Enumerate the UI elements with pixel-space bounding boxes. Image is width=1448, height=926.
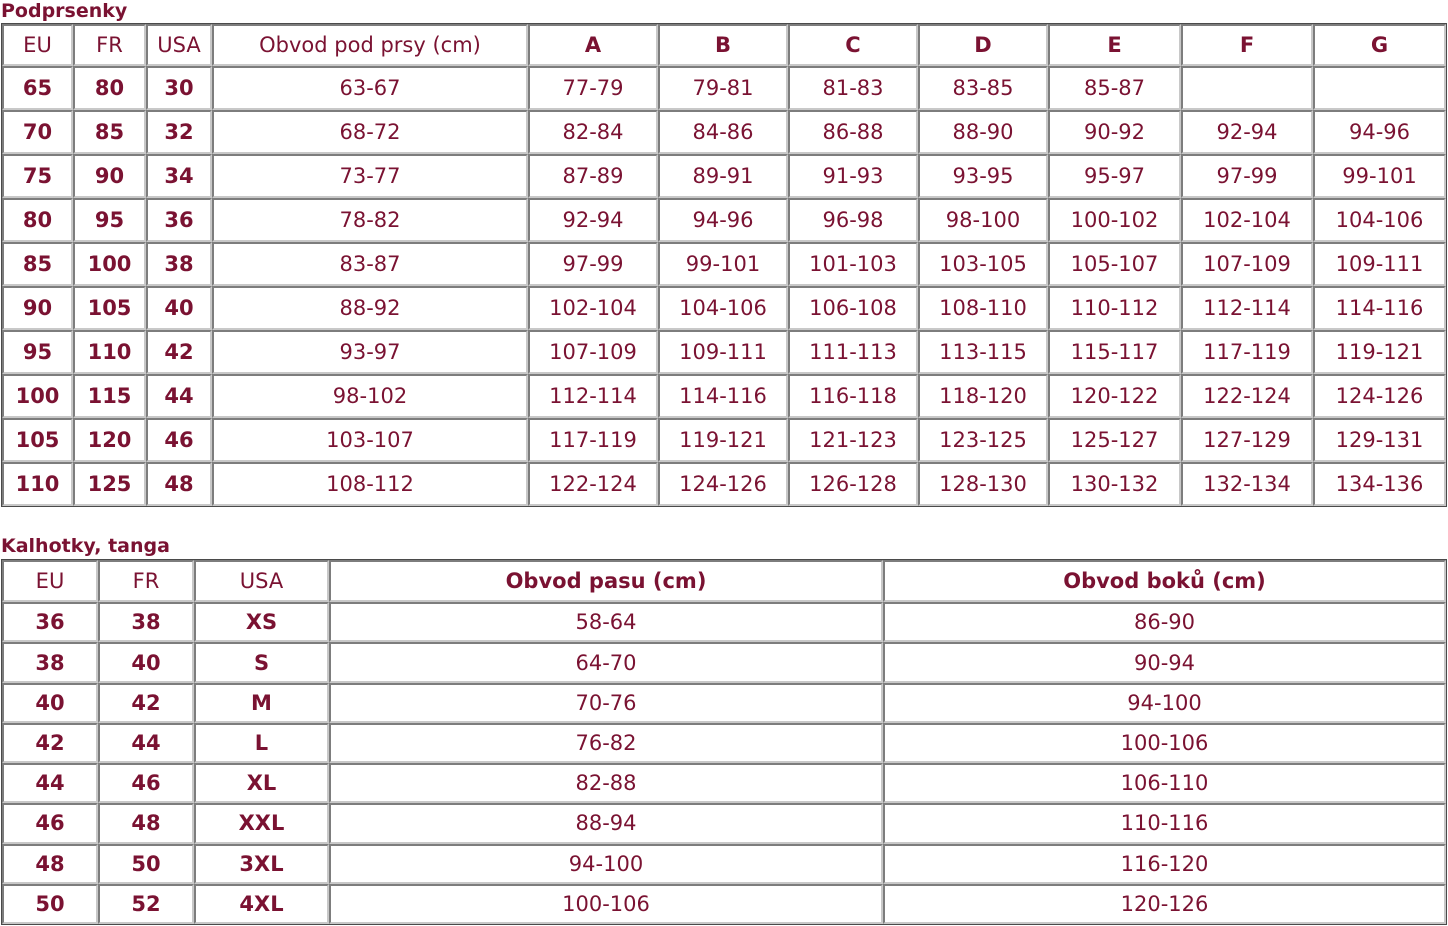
panty-cell: 3XL: [194, 844, 329, 884]
bra-cell: 46: [146, 418, 212, 462]
bra-header-cell: G: [1313, 24, 1446, 66]
bra-header-cell: D: [918, 24, 1048, 66]
panty-header-cell: FR: [98, 560, 194, 602]
bra-cell: 85: [73, 110, 146, 154]
bra-cell: 104-106: [658, 286, 788, 330]
bra-header-cell: B: [658, 24, 788, 66]
bra-cell: 89-91: [658, 154, 788, 198]
bra-cell: 111-113: [788, 330, 918, 374]
table-row: [2, 723, 1446, 763]
bra-size-table: [1, 23, 1447, 507]
bra-cell: 95-97: [1048, 154, 1181, 198]
panty-cell: 44: [2, 763, 98, 803]
table-row: [2, 66, 1446, 110]
bra-cell: 32: [146, 110, 212, 154]
bra-cell: 91-93: [788, 154, 918, 198]
bra-header-row: [2, 24, 1446, 66]
bra-cell: 42: [146, 330, 212, 374]
bra-cell: 34: [146, 154, 212, 198]
table-row: [2, 803, 1446, 843]
bra-header-cell: E: [1048, 24, 1181, 66]
panty-cell: L: [194, 723, 329, 763]
bra-cell: 83-87: [212, 242, 528, 286]
bra-cell: 134-136: [1313, 462, 1446, 506]
bra-cell: 97-99: [1181, 154, 1313, 198]
panty-cell: 44: [98, 723, 194, 763]
bra-cell: 124-126: [658, 462, 788, 506]
panty-size-table: [1, 559, 1447, 925]
panty-cell: S: [194, 642, 329, 682]
bra-cell: 100: [73, 242, 146, 286]
bra-cell: [1181, 66, 1313, 110]
bra-cell: 121-123: [788, 418, 918, 462]
table-row: [2, 418, 1446, 462]
bra-cell: 125: [73, 462, 146, 506]
bra-cell: 86-88: [788, 110, 918, 154]
bra-cell: 63-67: [212, 66, 528, 110]
panty-header-cell: USA: [194, 560, 329, 602]
bra-cell: 120: [73, 418, 146, 462]
panty-cell: XL: [194, 763, 329, 803]
bra-cell: 110: [73, 330, 146, 374]
bra-cell: 127-129: [1181, 418, 1313, 462]
panty-cell: 40: [2, 683, 98, 723]
panty-cell: 48: [98, 803, 194, 843]
bra-cell: 75: [2, 154, 73, 198]
bra-cell: 99-101: [1313, 154, 1446, 198]
panty-cell: 120-126: [883, 884, 1446, 924]
bra-cell: 77-79: [528, 66, 658, 110]
bra-cell: 128-130: [918, 462, 1048, 506]
bra-cell: 99-101: [658, 242, 788, 286]
bra-cell: 125-127: [1048, 418, 1181, 462]
bra-cell: 78-82: [212, 198, 528, 242]
bra-cell: 90-92: [1048, 110, 1181, 154]
table-row: [2, 763, 1446, 803]
bra-cell: 122-124: [1181, 374, 1313, 418]
panty-cell: 110-116: [883, 803, 1446, 843]
bra-cell: 73-77: [212, 154, 528, 198]
bra-cell: 118-120: [918, 374, 1048, 418]
panty-cell: 40: [98, 642, 194, 682]
bra-cell: 98-100: [918, 198, 1048, 242]
bra-cell: 120-122: [1048, 374, 1181, 418]
bra-cell: 38: [146, 242, 212, 286]
bra-cell: 93-95: [918, 154, 1048, 198]
bra-cell: 101-103: [788, 242, 918, 286]
bra-cell: 94-96: [1313, 110, 1446, 154]
bra-cell: 48: [146, 462, 212, 506]
bra-cell: 109-111: [658, 330, 788, 374]
bra-cell: 81-83: [788, 66, 918, 110]
bra-cell: 112-114: [528, 374, 658, 418]
bra-cell: 92-94: [528, 198, 658, 242]
bra-cell: 132-134: [1181, 462, 1313, 506]
bra-cell: 109-111: [1313, 242, 1446, 286]
bra-header-cell: F: [1181, 24, 1313, 66]
bra-cell: 84-86: [658, 110, 788, 154]
table-row: [2, 154, 1446, 198]
bra-cell: 119-121: [1313, 330, 1446, 374]
bra-cell: 115-117: [1048, 330, 1181, 374]
bra-cell: 130-132: [1048, 462, 1181, 506]
bra-cell: 100: [2, 374, 73, 418]
bra-cell: 110: [2, 462, 73, 506]
panty-cell: 38: [2, 642, 98, 682]
panty-cell: M: [194, 683, 329, 723]
bra-cell: 117-119: [528, 418, 658, 462]
panty-cell: 100-106: [329, 884, 883, 924]
bra-cell: 100-102: [1048, 198, 1181, 242]
bra-cell: 85: [2, 242, 73, 286]
bra-cell: 116-118: [788, 374, 918, 418]
table-row: [2, 286, 1446, 330]
bra-cell: 114-116: [1313, 286, 1446, 330]
bra-cell: 95: [2, 330, 73, 374]
bra-cell: 90: [73, 154, 146, 198]
panty-cell: 94-100: [329, 844, 883, 884]
panty-cell: XS: [194, 602, 329, 642]
bra-cell: 106-108: [788, 286, 918, 330]
bra-cell: 119-121: [658, 418, 788, 462]
panty-cell: 82-88: [329, 763, 883, 803]
bra-cell: 79-81: [658, 66, 788, 110]
bra-cell: 90: [2, 286, 73, 330]
bra-cell: 108-110: [918, 286, 1048, 330]
bra-cell: 87-89: [528, 154, 658, 198]
bra-cell: 44: [146, 374, 212, 418]
bra-cell: 108-112: [212, 462, 528, 506]
bra-cell: 93-97: [212, 330, 528, 374]
bra-cell: 95: [73, 198, 146, 242]
table-row: [2, 462, 1446, 506]
bra-cell: 92-94: [1181, 110, 1313, 154]
panty-cell: 42: [2, 723, 98, 763]
bra-cell: 107-109: [1181, 242, 1313, 286]
panty-header-cell: EU: [2, 560, 98, 602]
panty-cell: 94-100: [883, 683, 1446, 723]
bra-cell: 112-114: [1181, 286, 1313, 330]
panty-cell: 88-94: [329, 803, 883, 843]
bra-cell: 104-106: [1313, 198, 1446, 242]
bra-cell: 36: [146, 198, 212, 242]
bra-cell: 105: [73, 286, 146, 330]
panty-cell: 46: [98, 763, 194, 803]
bra-header-cell: USA: [146, 24, 212, 66]
bra-cell: 110-112: [1048, 286, 1181, 330]
bra-cell: 70: [2, 110, 73, 154]
bra-cell: 115: [73, 374, 146, 418]
bra-cell: 98-102: [212, 374, 528, 418]
bra-cell: 88-92: [212, 286, 528, 330]
bra-cell: 40: [146, 286, 212, 330]
bra-header-cell: C: [788, 24, 918, 66]
panty-cell: 48: [2, 844, 98, 884]
panty-cell: XXL: [194, 803, 329, 843]
bra-cell: 82-84: [528, 110, 658, 154]
panty-cell: 58-64: [329, 602, 883, 642]
table-row: [2, 683, 1446, 723]
bra-cell: 102-104: [1181, 198, 1313, 242]
bra-cell: 65: [2, 66, 73, 110]
bra-cell: 96-98: [788, 198, 918, 242]
bra-cell: 80: [2, 198, 73, 242]
bra-cell: 97-99: [528, 242, 658, 286]
bra-cell: 85-87: [1048, 66, 1181, 110]
bra-cell: 105-107: [1048, 242, 1181, 286]
bra-cell: 105: [2, 418, 73, 462]
table-row: [2, 642, 1446, 682]
bra-header-cell: FR: [73, 24, 146, 66]
bra-cell: 103-105: [918, 242, 1048, 286]
table-row: [2, 330, 1446, 374]
bra-cell: 103-107: [212, 418, 528, 462]
bra-cell: 83-85: [918, 66, 1048, 110]
bra-cell: 80: [73, 66, 146, 110]
bra-size-title: Podprsenky: [1, 0, 128, 22]
panty-cell: 116-120: [883, 844, 1446, 884]
bra-cell: 123-125: [918, 418, 1048, 462]
panty-cell: 50: [2, 884, 98, 924]
table-row: [2, 602, 1446, 642]
bra-cell: 68-72: [212, 110, 528, 154]
table-row: [2, 242, 1446, 286]
panty-cell: 70-76: [329, 683, 883, 723]
panty-cell: 46: [2, 803, 98, 843]
panty-header-cell: Obvod pasu (cm): [329, 560, 883, 602]
bra-cell: 122-124: [528, 462, 658, 506]
panty-cell: 4XL: [194, 884, 329, 924]
bra-header-cell: A: [528, 24, 658, 66]
bra-header-cell: EU: [2, 24, 73, 66]
bra-cell: 107-109: [528, 330, 658, 374]
bra-cell: 88-90: [918, 110, 1048, 154]
table-row: [2, 844, 1446, 884]
table-row: [2, 374, 1446, 418]
panty-size-title: Kalhotky, tanga: [1, 535, 170, 557]
panty-cell: 64-70: [329, 642, 883, 682]
panty-header-row: [2, 560, 1446, 602]
table-row: [2, 884, 1446, 924]
bra-cell: 126-128: [788, 462, 918, 506]
bra-cell: 113-115: [918, 330, 1048, 374]
panty-cell: 100-106: [883, 723, 1446, 763]
bra-cell: [1313, 66, 1446, 110]
bra-cell: 102-104: [528, 286, 658, 330]
panty-cell: 50: [98, 844, 194, 884]
table-row: [2, 198, 1446, 242]
bra-cell: 117-119: [1181, 330, 1313, 374]
panty-cell: 38: [98, 602, 194, 642]
panty-cell: 106-110: [883, 763, 1446, 803]
bra-cell: 94-96: [658, 198, 788, 242]
panty-cell: 42: [98, 683, 194, 723]
panty-header-cell: Obvod boků (cm): [883, 560, 1446, 602]
panty-cell: 52: [98, 884, 194, 924]
table-row: [2, 110, 1446, 154]
panty-cell: 76-82: [329, 723, 883, 763]
bra-cell: 129-131: [1313, 418, 1446, 462]
bra-header-cell: Obvod pod prsy (cm): [212, 24, 528, 66]
bra-cell: 114-116: [658, 374, 788, 418]
panty-cell: 86-90: [883, 602, 1446, 642]
panty-cell: 90-94: [883, 642, 1446, 682]
bra-cell: 124-126: [1313, 374, 1446, 418]
bra-cell: 30: [146, 66, 212, 110]
panty-cell: 36: [2, 602, 98, 642]
